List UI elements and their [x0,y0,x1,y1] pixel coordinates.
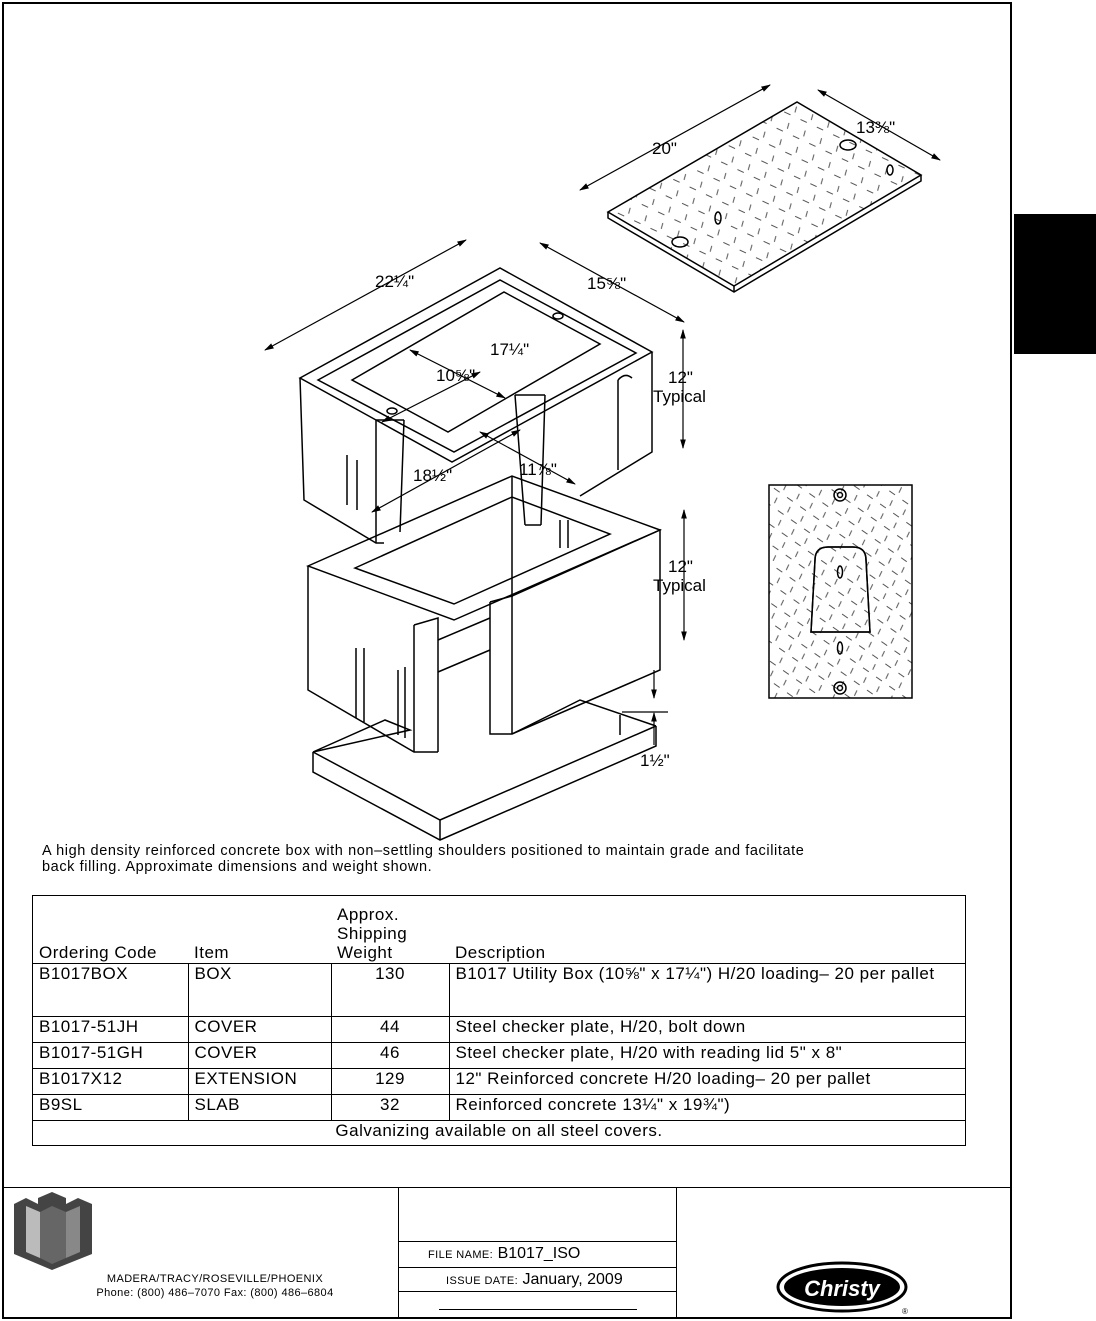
box-bottom-length-label: 18½" [413,466,453,485]
company-locations: MADERA/TRACY/ROSEVILLE/PHOENIX [106,1273,324,1285]
box-inner-length-label: 17¼" [490,340,530,359]
header-ordering-code: Ordering Code [33,896,189,964]
galvanizing-note: Galvanizing available on all steel covers. [33,1121,966,1146]
cover-plan-view [769,485,912,698]
header-weight: Approx. Shipping Weight [331,896,449,964]
company-phone: Phone: (800) 486–7070 Fax: (800) 486–6804 [96,1287,334,1299]
box-inner-width-label: 10⅝" [436,366,476,385]
table-row: B1017-51JH COVER 44 Steel checker plate, H/20, bolt down [33,1017,966,1043]
table-row: B1017BOX BOX 130 B1017 Utility Box (10⅝" x 17¼") H/20 loading– 20 per pallet [33,964,966,1017]
company-logo-icon [12,1190,94,1272]
header-description: Description [449,896,966,964]
extension-height-note: Typical [653,576,706,595]
cover-length-label: 20" [652,139,677,158]
registered-mark: ® [902,1307,908,1316]
file-name: FILE NAME: B1017_ISO [428,1245,581,1262]
table-row: B1017-51GH COVER 46 Steel checker plate, H/20 with reading lid 5" x 8" [33,1043,966,1069]
header-item: Item [188,896,331,964]
table-row: B9SL SLAB 32 Reinforced concrete 13¼" x 19¾") [33,1095,966,1121]
cover-width-label: 13⅜" [856,118,896,137]
table-footer-row [33,1121,966,1146]
utility-box [300,268,652,543]
company-contact [40,1272,390,1300]
product-description: A high density reinforced concrete box with non–settling shoulders positioned to maintain grade and facilitate back filling. Approximate dimensions and weight shown. [42,843,805,875]
table-row: B1017X12 EXTENSION 129 12" Reinforced concrete H/20 loading– 20 per pallet [33,1069,966,1095]
brand-name: Christy [804,1276,880,1301]
slab-dimensions [622,670,668,745]
extension-height-label: 12" [668,557,693,576]
christy-logo [776,1260,910,1316]
box-length-label: 22¼" [375,272,415,291]
box-width-label: 15⅝" [587,274,627,293]
issue-date: ISSUE DATE: January, 2009 [446,1271,623,1288]
box-bottom-width-label: 11⅞" [519,460,557,479]
box-height-note: Typical [653,387,706,406]
box-height-label: 12" [668,368,693,387]
slab-thickness-label: 1½" [640,751,670,770]
extension [308,476,660,752]
spec-table [32,895,966,1146]
